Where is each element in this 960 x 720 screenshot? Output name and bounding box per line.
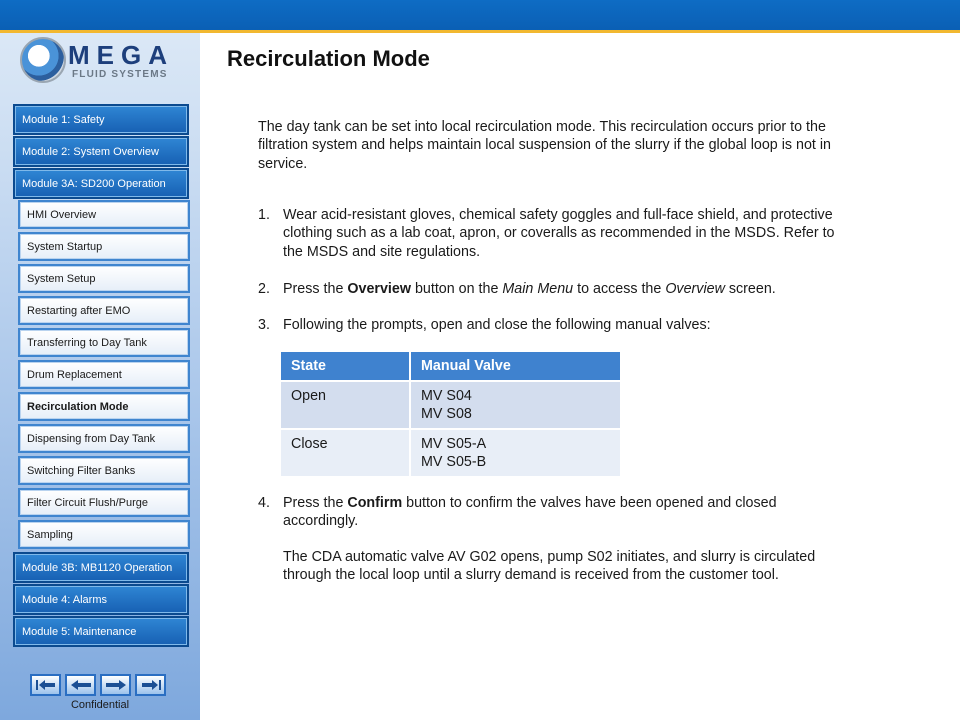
nav-item-filter-circuit-flush-purge[interactable]: Filter Circuit Flush/Purge: [18, 488, 190, 517]
first-icon: [35, 679, 57, 691]
manual-valves-table: [281, 352, 620, 476]
step-text: [283, 494, 853, 531]
italic-term: Main Menu: [502, 281, 574, 297]
confidential-label: Confidential: [70, 699, 130, 711]
nav-item-sampling[interactable]: Sampling: [18, 520, 190, 549]
nav-item-switching-filter-banks[interactable]: Switching Filter Banks: [18, 456, 190, 485]
valve-name: MV S04: [421, 388, 472, 404]
next-icon: [105, 679, 127, 691]
table-header-row: [281, 352, 620, 381]
step-number: 2.: [258, 281, 270, 297]
nav-item-recirculation-mode[interactable]: Recirculation Mode: [18, 392, 190, 421]
first-slide-button[interactable]: [30, 674, 61, 696]
valve-name: MV S05-B: [421, 453, 487, 470]
nav-item-module-3b-mb1120-operation[interactable]: Module 3B: MB1120 Operation: [13, 552, 189, 583]
nav-item-module-4-alarms[interactable]: Module 4: Alarms: [13, 584, 189, 615]
valve-name: MV S08: [421, 405, 472, 422]
state-cell: Close: [281, 429, 410, 476]
previous-slide-button[interactable]: [65, 674, 96, 696]
previous-icon: [70, 679, 92, 691]
valve-name: MV S05-A: [421, 436, 487, 452]
nav-item-module-1-safety[interactable]: Module 1: Safety: [13, 104, 189, 135]
step-text: [283, 280, 853, 298]
bold-term: Overview: [347, 281, 411, 297]
state-cell: Open: [281, 381, 410, 429]
bold-term: Confirm: [347, 495, 403, 511]
top-banner: [0, 0, 960, 33]
nav-item-module-2-system-overview[interactable]: Module 2: System Overview: [13, 136, 189, 167]
next-slide-button[interactable]: [100, 674, 131, 696]
nav-item-dispensing-from-day-tank[interactable]: Dispensing from Day Tank: [18, 424, 190, 453]
step-text-run: Press the: [283, 281, 348, 297]
step-number: 4.: [258, 495, 270, 511]
step-text-run: screen.: [724, 281, 776, 297]
step-text-run: Following the prompts, open and close the following manual valves:: [283, 317, 711, 333]
valves-cell: [410, 381, 620, 429]
step-text-run: to access the: [573, 281, 666, 297]
last-icon: [140, 679, 162, 691]
logo-ring-icon: [20, 37, 66, 83]
nav-item-restarting-after-emo[interactable]: Restarting after EMO: [18, 296, 190, 325]
italic-term: Overview: [665, 281, 725, 297]
step-text-run: Wear acid-resistant gloves, chemical safety goggles and full-face shield, and protective clothing such as a lab coat, apron, or coveralls as recommended in the MSDS. Refer to the MSDS and site regulations.: [283, 207, 835, 260]
nav-item-module-5-maintenance[interactable]: Module 5: Maintenance: [13, 616, 189, 647]
step-number: 3.: [258, 317, 270, 333]
table-row: [281, 429, 620, 476]
intro-paragraph: The day tank can be set into local recirculation mode. This recirculation occurs prior to the filtration system and helps maintain local suspension of the slurry if the global loop is not in service.: [258, 119, 831, 172]
table-row: [281, 381, 620, 429]
page-title: Recirculation Mode: [227, 46, 430, 71]
valves-cell: [410, 429, 620, 476]
result-paragraph: The CDA automatic valve AV G02 opens, pump S02 initiates, and slurry is circulated through the local loop until a slurry demand is received from the customer tool.: [283, 549, 816, 584]
nav-item-hmi-overview[interactable]: HMI Overview: [18, 200, 190, 229]
nav-item-drum-replacement[interactable]: Drum Replacement: [18, 360, 190, 389]
step-text: [283, 316, 853, 334]
step-text-run: button to confirm the valves have been opened and closed accordingly.: [283, 495, 777, 530]
nav-item-transferring-to-day-tank[interactable]: Transferring to Day Tank: [18, 328, 190, 357]
step-text-run: button on the: [410, 281, 503, 297]
nav-item-module-3a-sd200-operation[interactable]: Module 3A: SD200 Operation: [13, 168, 189, 199]
step-text-run: Press the: [283, 495, 348, 511]
step-text: [283, 206, 853, 261]
company-logo: [20, 37, 180, 89]
logo-brand: MEGA: [68, 40, 174, 70]
slide-navigation-controls: [30, 674, 166, 696]
logo-subtitle: FLUID SYSTEMS: [72, 69, 168, 80]
nav-item-system-setup[interactable]: System Setup: [18, 264, 190, 293]
last-slide-button[interactable]: [135, 674, 166, 696]
step-number: 1.: [258, 207, 270, 223]
nav-item-system-startup[interactable]: System Startup: [18, 232, 190, 261]
column-header-state: State: [281, 352, 410, 381]
column-header-manual-valve: Manual Valve: [410, 352, 620, 381]
